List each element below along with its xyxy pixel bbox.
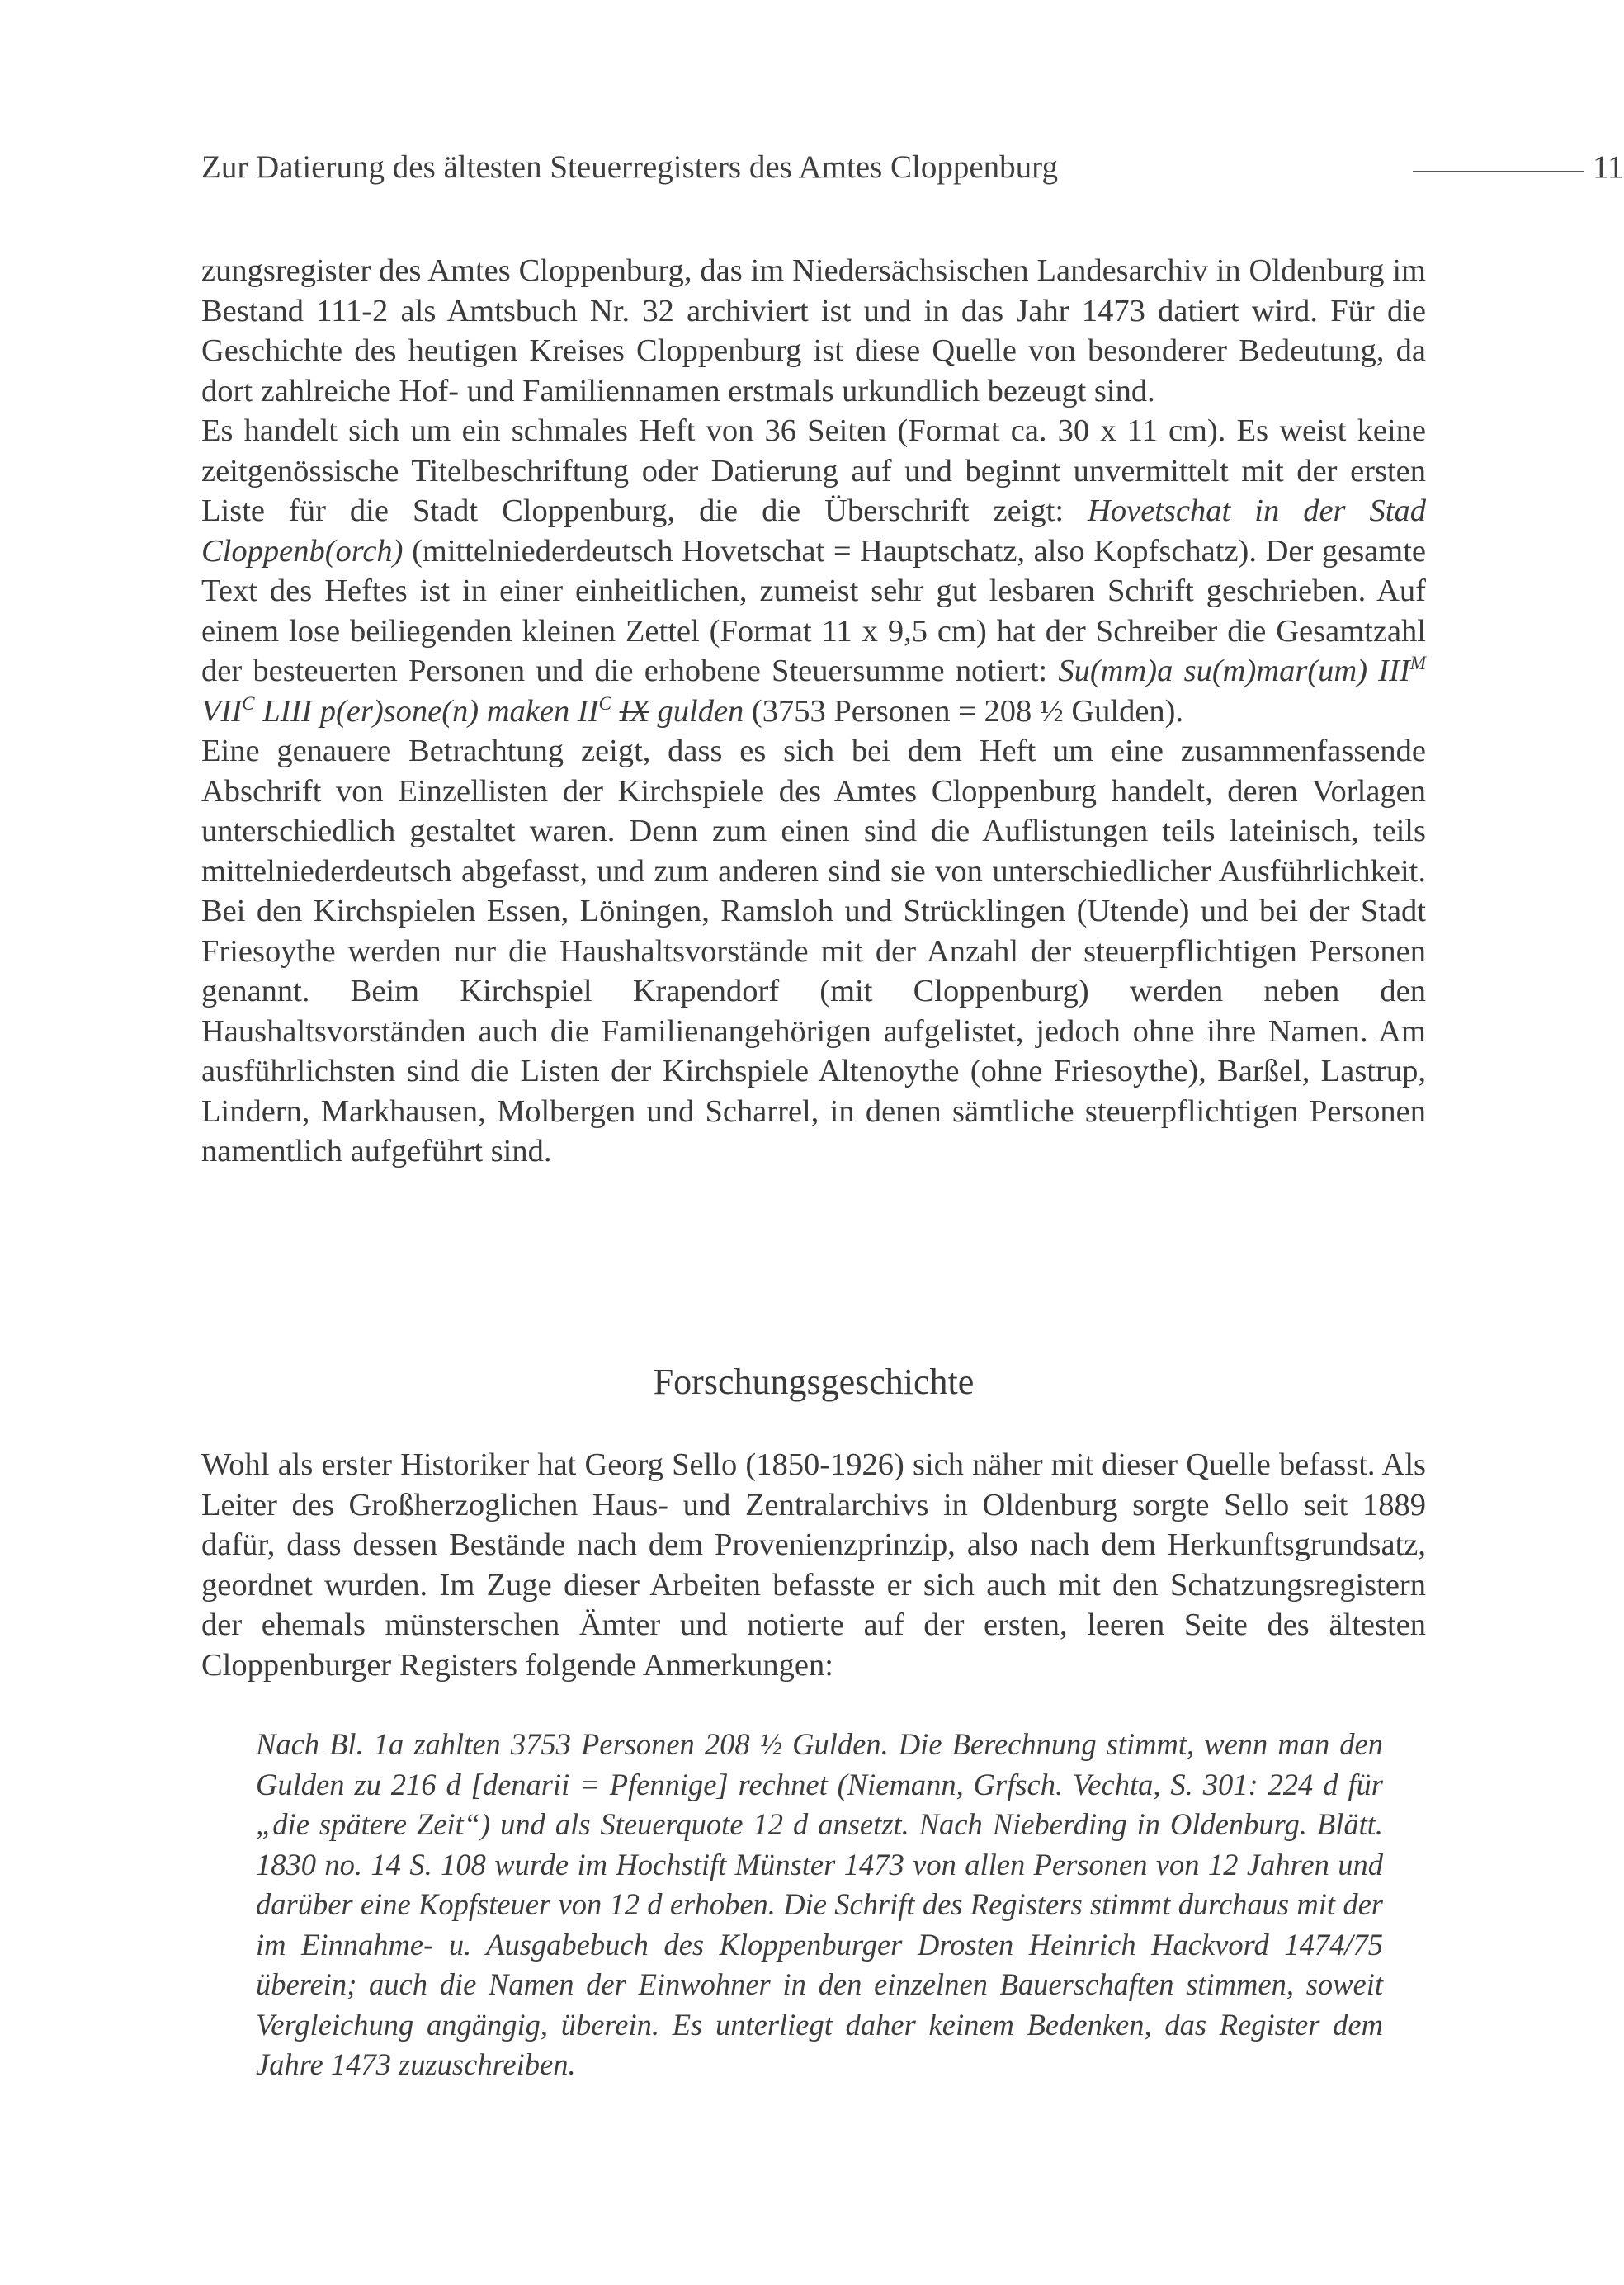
header-rule	[1413, 171, 1584, 172]
struck-numeral: IX	[619, 693, 649, 729]
running-title: Zur Datierung des ältesten Steuerregisters des Amtes Cloppenburg	[201, 149, 1058, 185]
latin-quote-part: gulden	[657, 693, 744, 729]
text-run: (mittelniederdeutsch Hovetschat = Hauptschatz, also Kopfschatz). Der gesamte Text des Heftes ist in einer einheitlichen, zumeist sehr gut lesbaren Schrift geschrieben. Auf einem lose beiliegenden kleinen Zettel (Format 11 x 9,5 cm) hat der Schreiber die Gesamtzahl der besteuerten Personen und die erhobene Steuersumme notiert:	[201, 533, 1426, 688]
superscript-c: C	[242, 692, 255, 714]
block-quote: Nach Bl. 1a zahlten 3753 Personen 208 ½ Gulden. Die Berechnung stimmt, wenn man den Gulden zu 216 d [denarii = Pfennige] rechnet (Niemann, Grfsch. Vechta, S. 301: 224 d für „die spätere Zeit“) und als Steuerquote 12 d ansetzt. Nach Nieberding in Oldenburg. Blätt. 1830 no. 14 S. 108 wurde im Hochstift Münster 1473 von allen Personen von 12 Jahren und darüber eine Kopfsteuer von 12 d erhoben. Die Schrift des Registers stimmt durchaus mit der im Einnahme- u. Ausgabebuch des Kloppenburger Drosten Heinrich Hackvord 1474/75 überein; auch die Namen der Einwohner in den einzelnen Bauerschaften stimmen, soweit Vergleichung angängig, überein. Es unterliegt daher keinem Bedenken, das Register dem Jahre 1473 zuzuschreiben.	[256, 1727, 1383, 2081]
paragraph-register-description	[201, 411, 1426, 731]
section-heading: Forschungsgeschichte	[653, 1362, 975, 1402]
paragraph-analysis: Eine genauere Betrachtung zeigt, dass es sich bei dem Heft um eine zusammenfassende Abschrift von Einzellisten der Kirchspiele des Amtes Cloppenburg handelt, deren Vorlagen unterschiedlich gestaltet waren. Denn zum einen sind die Auflistungen teils lateinisch, teils mittelniederdeutsch abgefasst, und zum anderen sind sie von unterschiedlicher Ausführlichkeit. Bei den Kirchspielen Essen, Löningen, Ramsloh und Strücklingen (Utende) und bei der Stadt Friesoythe werden nur die Haushaltsvorstände mit der Anzahl der steuerpflichtigen Personen genannt. Beim Kirchspiel Krapendorf (mit Cloppenburg) werden neben den Haushaltsvorständen auch die Familienangehörigen aufgelistet, jedoch ohne ihre Namen. Am ausführlichsten sind die Listen der Kirchspiele Altenoythe (ohne Friesoythe), Barßel, Lastrup, Lindern, Markhausen, Molbergen und Scharrel, in denen sämtliche steuerpflichtigen Personen namentlich aufgeführt sind.	[201, 734, 1426, 1168]
latin-quote-part: VII	[201, 693, 243, 729]
superscript-m: M	[1409, 652, 1427, 674]
text-run: (3753 Personen = 208 ½ Gulden).	[744, 693, 1184, 729]
text-run: Es handelt sich um ein schmales Heft von 36 Seiten (Format ca. 30 x 11 cm). Es weist keine zeitgenössische Titelbeschriftung oder Datierung auf und beginnt unvermittelt mit der ersten Liste für die Stadt Cloppenburg, die die Überschrift zeigt:	[201, 413, 1426, 528]
paragraph-register-intro: zungsregister des Amtes Cloppenburg, das im Niedersächsischen Landesarchiv in Oldenburg im Bestand 111-2 als Amtsbuch Nr. 32 archiviert ist und in das Jahr 1473 datiert wird. Für die Geschichte des heutigen Kreises Cloppenburg ist diese Quelle von besonderer Bedeutung, da dort zahlreiche Hof- und Familiennamen erstmals urkundlich bezeugt sind.	[201, 253, 1426, 408]
page-number: 11	[1593, 149, 1624, 185]
superscript-c: C	[598, 692, 611, 714]
latin-quote-part: LIII p(er)sone(n) maken II	[254, 693, 599, 729]
quoted-heading-italic: Hovetschat in der Stad Cloppenb(orch)	[201, 493, 1426, 569]
research-history-text	[201, 1445, 1426, 1685]
intro-text-block	[201, 251, 1426, 1172]
running-header	[201, 149, 1624, 198]
latin-quote-part: Su(mm)a su(m)mar(um) III	[1058, 654, 1410, 688]
paragraph-sello: Wohl als erster Historiker hat Georg Sello (1850-1926) sich näher mit dieser Quelle befasst. Als Leiter des Großherzoglichen Haus- und Zentralarchivs in Oldenburg sorgte Sello seit 1889 dafür, dass dessen Bestände nach dem Provenienzprinzip, also nach dem Herkunftsgrundsatz, geordnet wurden. Im Zuge dieser Arbeiten befasste er sich auch mit den Schatzungsregistern der ehemals münsterschen Ämter und notierte auf der ersten, leeren Seite des ältesten Cloppenburger Registers folgende Anmerkungen:	[201, 1447, 1426, 1683]
